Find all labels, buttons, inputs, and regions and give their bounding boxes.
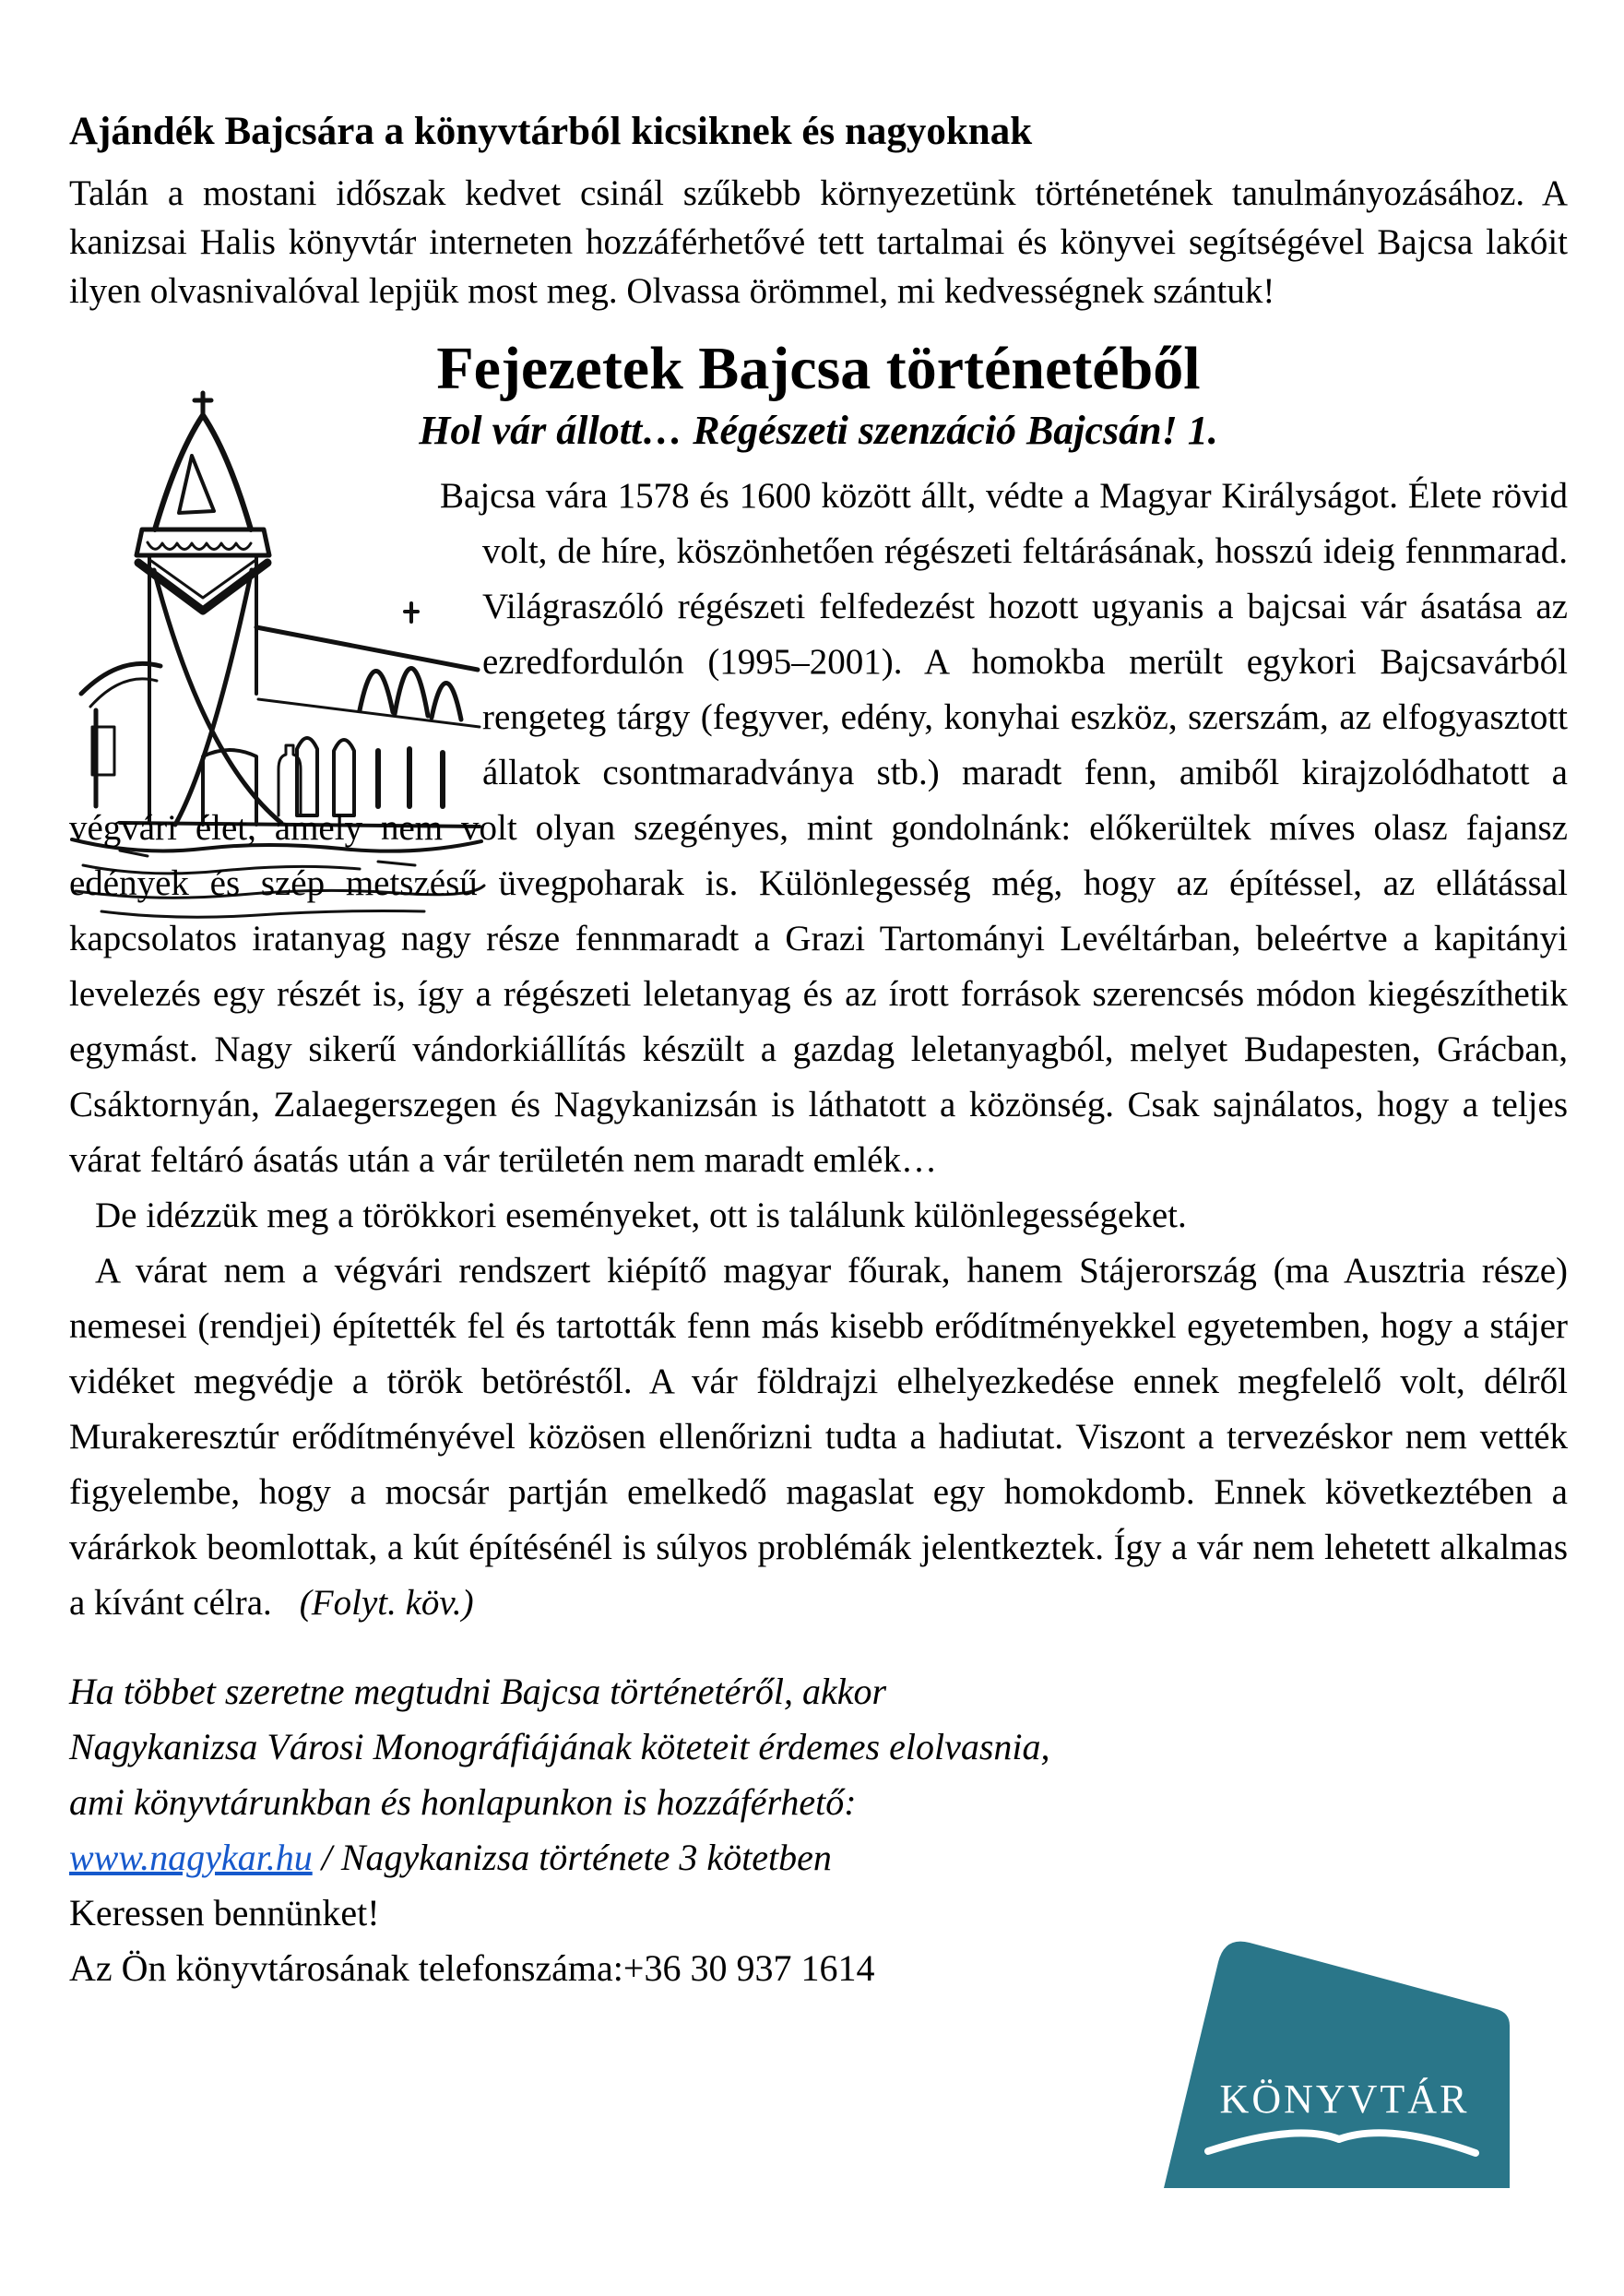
- library-logo: [1157, 1921, 1522, 2188]
- article-paragraph-2: De idézzük meg a törökkori eseményeket, ott is találunk különlegességeket.: [95, 1195, 1187, 1235]
- article-subtitle: Hol vár állott… Régészeti szenzáció Bajcsán! 1.: [419, 408, 1218, 454]
- footer-promo-text: Ha többet szeretne megtudni Bajcsa történetéről, akkor Nagykanizsa Városi Monográfiájának köteteit érdemes elolvasnia, ami könyvtárunkban és honlapunkon is hozzáférhető:: [69, 1670, 1050, 1823]
- footer-phone-line: Az Ön könyvtárosának telefonszáma:+36 30 937 1614: [69, 1946, 875, 1989]
- article-paragraph-1-text: Bajcsa vára 1578 és 1600 között állt, védte a Magyar Királyságot. Élete rövid volt, de híre, köszönhetően régészeti feltárásának, hosszú ideig fennmarad. Világraszóló régészeti felfedezést hozott ugyanis a bajcsai vár ásatása az ezredfordulón (1995–2001). A homokba merült egykori Bajcsavárból rengeteg tárgy (fegyver, edény, konyhai eszköz, szerszám, az elfogyasztott állatok csontmaradványa stb.) maradt fenn, amiből kirajzolódhatott a végvári élet, amely nem volt olyan szegényes, mint gondolnánk: előkerültek míves olasz fajansz edények és szép metszésű üvegpoharak is. Különlegesség még, hogy az építéssel, az ellátással kapcsolatos iratanyag nagy része fennmaradt a Grazi Tartományi Levéltárban, beleértve a kapitányi levelezés egy részét is, így a régészeti leletanyag és az írott források szerencsés módon kiegészíthetik egymást. Nagy sikerű vándorkiállítás készült a gazdag leletanyagból, melyet Budapesten, Grácban, Csáktornyán, Zalaegerszegen és Nagykanizsán is láthatott a közönség. Csak sajnálatos, hogy a teljes várat feltáró ásatás után a vár területén nem maradt emlék…: [69, 475, 1568, 1180]
- article-paragraph-3-text: A várat nem a végvári rendszert kiépítő magyar főurak, hanem Stájerország (ma Ausztria része) nemesei (rendjei) építették fel és tartották fenn más kisebb erődítményekkel egyetemben, hogy a stájer vidéket megvédje a török betöréstől. A vár földrajzi elhelyezkedése ennek megfelelő volt, délről Murakeresztúr erődítményével közösen ellenőrizni tudta a hadiutat. Viszont a tervezéskor nem vették figyelembe, hogy a mocsár partján emelkedő magaslat egy homokdomb. Ennek következtében a várárkok beomlottak, a kút építésénél is súlyos problémák jelentkeztek. Így a vár nem lehetett alkalmas a kívánt célra.: [69, 1250, 1568, 1623]
- footer-link-line: [69, 1830, 1061, 1886]
- footer-link-suffix: / Nagykanizsa története 3 kötetben: [312, 1836, 832, 1878]
- article-headline: Fejezetek Bajcsa történetéből: [436, 335, 1201, 403]
- nagykar-link[interactable]: www.nagykar.hu: [69, 1836, 313, 1878]
- illustration-wrap-spacer: [69, 469, 440, 524]
- page-title: Ajándék Bajcsára a könyvtárból kicsiknek és nagyoknak: [69, 110, 1033, 153]
- intro-paragraph: Talán a mostani időszak kedvet csinál szűkebb környezetünk történetének tanulmányozásához. A kanizsai Halis könyvtár interneten hozzáférhetővé tett tartalmai és könyvei segítségével Bajcsa lakóit ilyen olvasnivalóval lepjük most meg. Olvassa örömmel, mi kedvességnek szántuk!: [69, 173, 1568, 312]
- continuation-note: (Folyt. köv.): [299, 1582, 474, 1623]
- article-paragraph-3: [69, 1243, 1568, 1631]
- illustration-wrap-spacer: [69, 524, 482, 801]
- footer-contact-line: Keressen bennünket!: [69, 1891, 380, 1933]
- logo-wordmark: KÖNYVTÁR: [1219, 2076, 1470, 2122]
- article-paragraph-1: [69, 469, 1568, 1188]
- footer-block: [69, 1664, 1061, 1996]
